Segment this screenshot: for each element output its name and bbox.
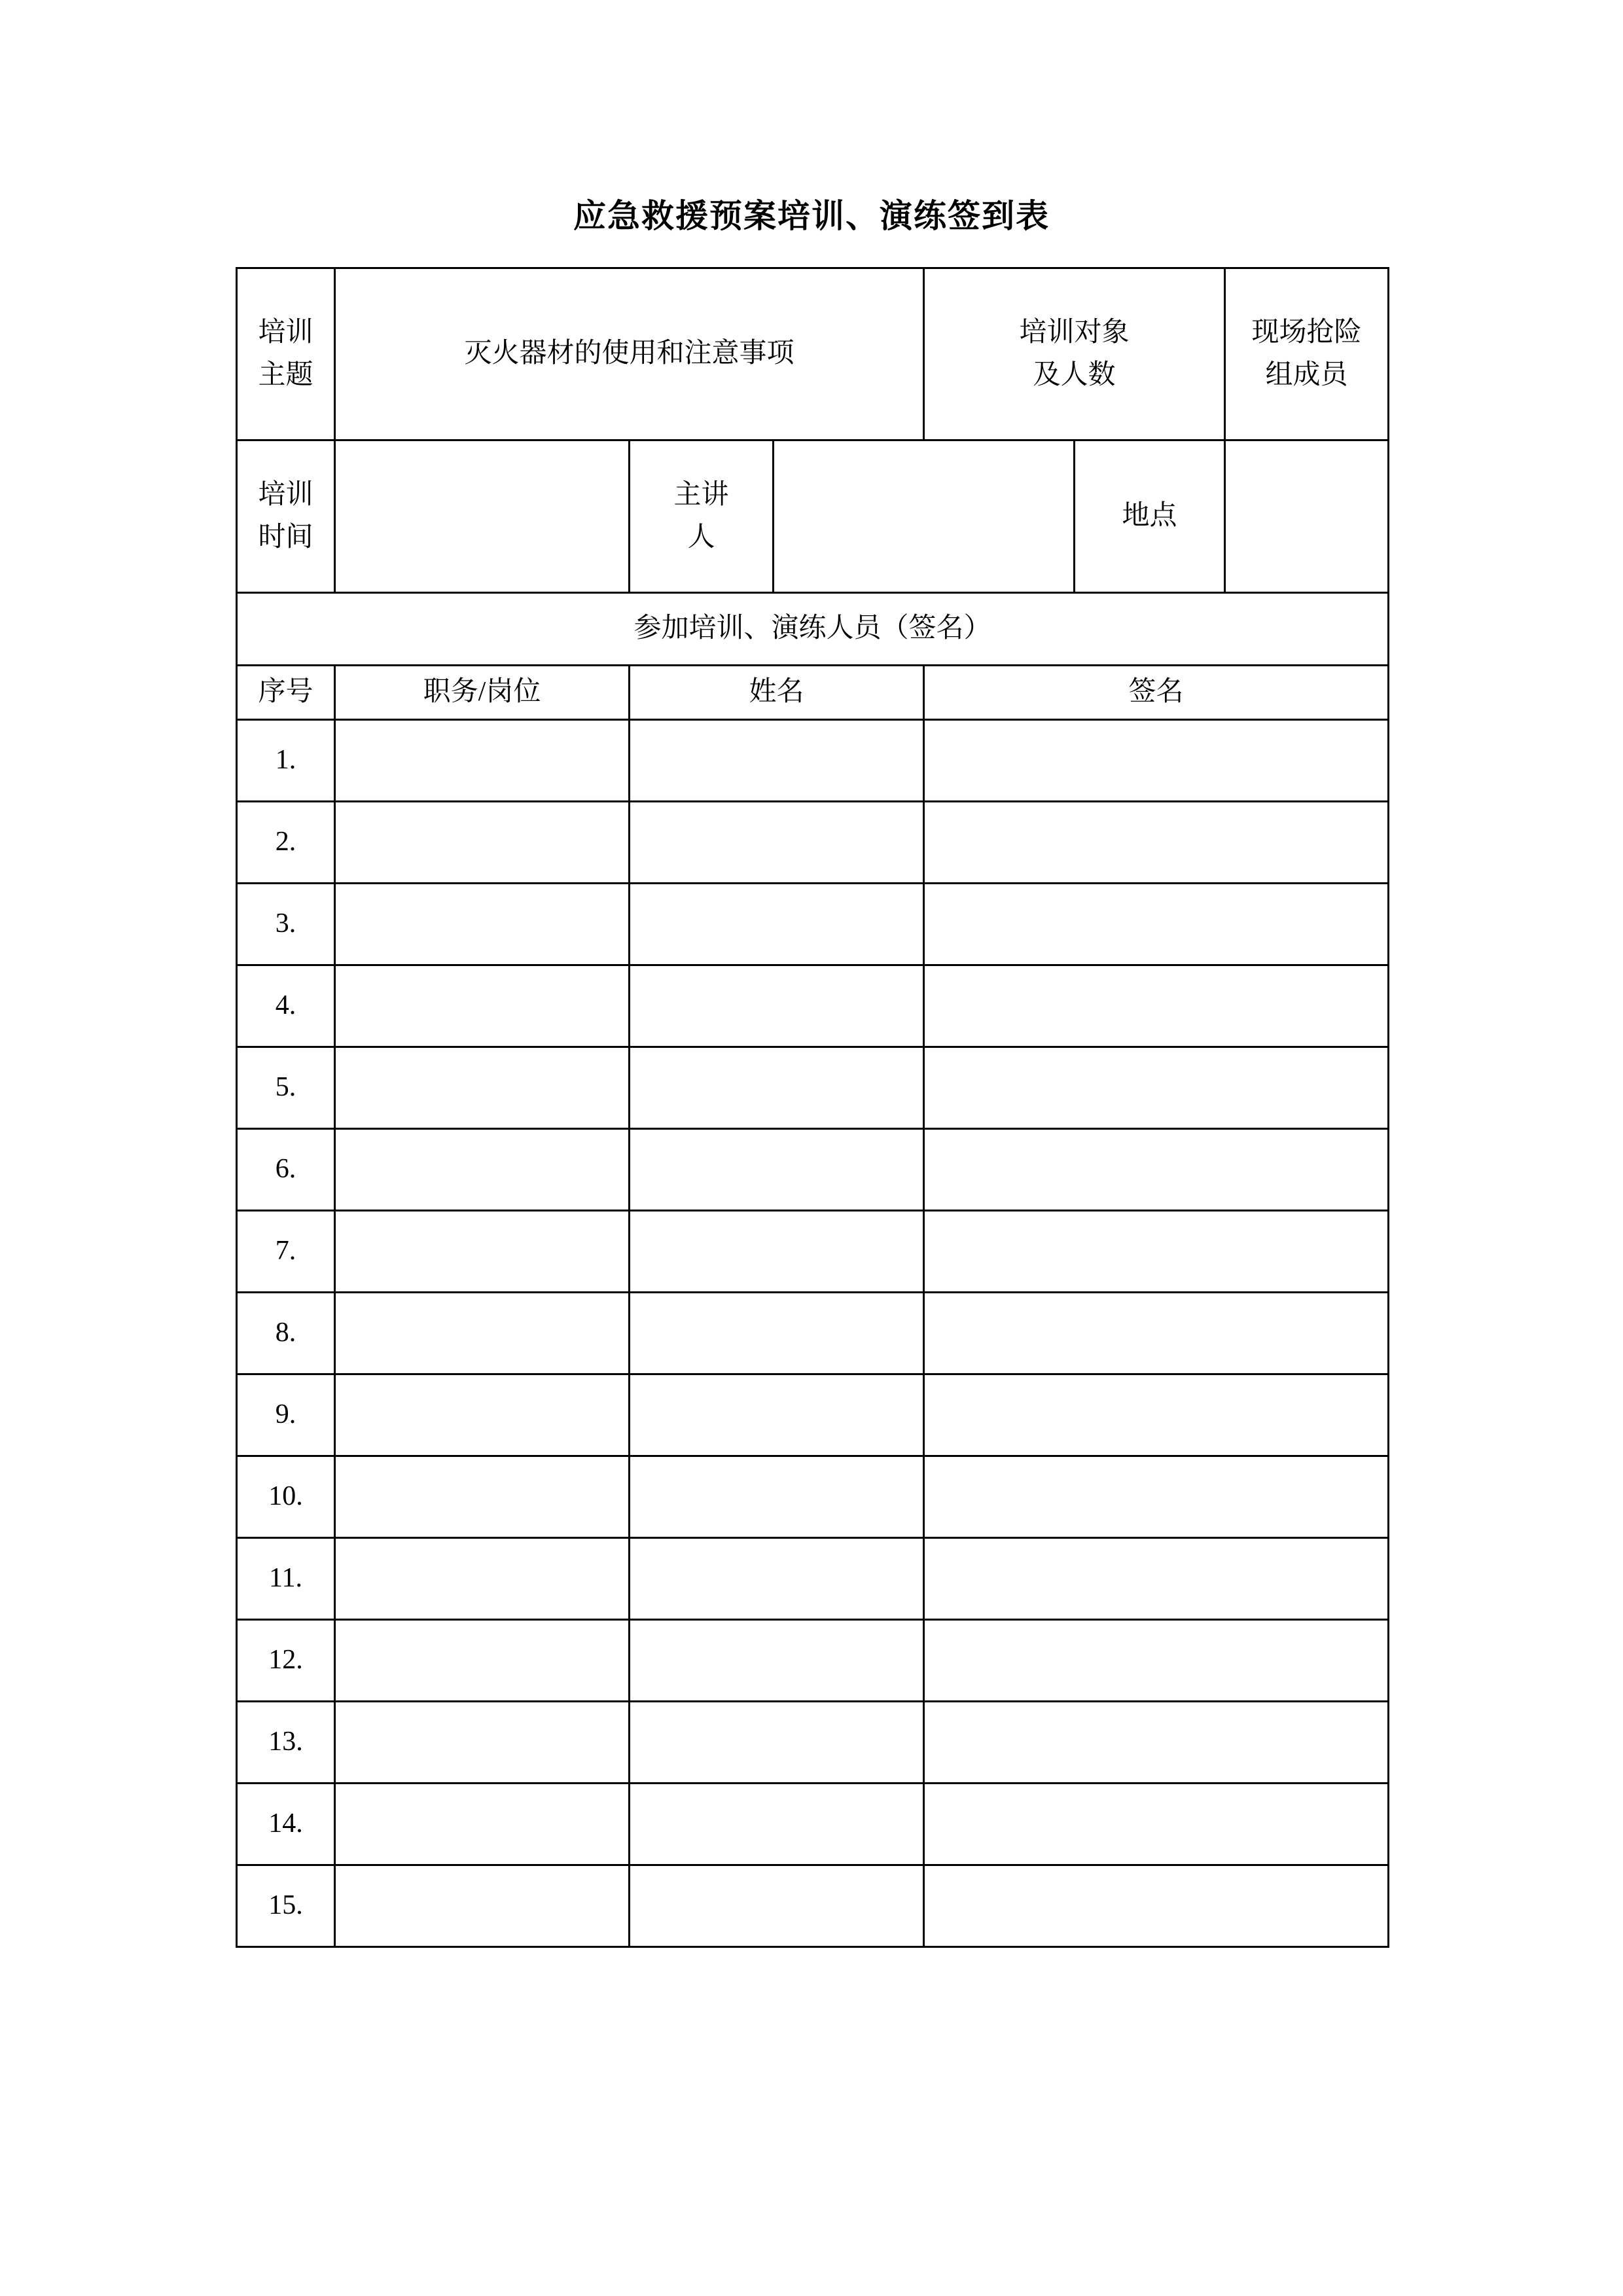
table-header-row [237, 666, 1389, 720]
row-position[interactable] [335, 1702, 630, 1784]
speaker-label-line2: 人 [687, 522, 715, 552]
column-header-name: 姓名 [630, 666, 924, 720]
row-index: 4. [237, 965, 335, 1047]
audience-label-line1: 培训对象 [1019, 317, 1130, 348]
topic-label-line2: 主题 [258, 360, 313, 390]
section-title: 参加培训、演练人员（签名） [237, 593, 1389, 666]
form-table [236, 267, 1389, 1948]
time-label-line1: 培训 [258, 479, 313, 510]
row-signature[interactable] [924, 1211, 1389, 1293]
row-index: 5. [237, 1047, 335, 1129]
row-name[interactable] [630, 720, 924, 802]
table-row [237, 884, 1389, 965]
audience-label-line2: 及人数 [1033, 360, 1116, 390]
column-header-position: 职务/岗位 [335, 666, 630, 720]
table-row [237, 1620, 1389, 1702]
row-position[interactable] [335, 1293, 630, 1374]
table-row [237, 1784, 1389, 1865]
row-index: 14. [237, 1784, 335, 1865]
row-index: 13. [237, 1702, 335, 1784]
row-name[interactable] [630, 1865, 924, 1947]
speaker-label [630, 440, 774, 593]
row-index: 15. [237, 1865, 335, 1947]
row-name[interactable] [630, 965, 924, 1047]
row-index: 7. [237, 1211, 335, 1293]
row-name[interactable] [630, 802, 924, 884]
column-header-index: 序号 [237, 666, 335, 720]
row-name[interactable] [630, 1293, 924, 1374]
audience-value[interactable] [1225, 268, 1389, 440]
speaker-value[interactable] [774, 440, 1075, 593]
audience-label [924, 268, 1225, 440]
row-position[interactable] [335, 1374, 630, 1456]
row-index: 6. [237, 1129, 335, 1211]
audience-value-line2: 组成员 [1265, 360, 1348, 390]
row-signature[interactable] [924, 1129, 1389, 1211]
row-position[interactable] [335, 802, 630, 884]
row-position[interactable] [335, 965, 630, 1047]
row-name[interactable] [630, 1456, 924, 1538]
topic-label-line1: 培训 [258, 317, 313, 348]
row-signature[interactable] [924, 1702, 1389, 1784]
row-index: 12. [237, 1620, 335, 1702]
row-signature[interactable] [924, 1784, 1389, 1865]
row-signature[interactable] [924, 720, 1389, 802]
row-position[interactable] [335, 1865, 630, 1947]
row-position[interactable] [335, 720, 630, 802]
table-row [237, 1047, 1389, 1129]
row-signature[interactable] [924, 1293, 1389, 1374]
row-signature[interactable] [924, 1538, 1389, 1620]
row-position[interactable] [335, 884, 630, 965]
column-header-signature: 签名 [924, 666, 1389, 720]
row-index: 11. [237, 1538, 335, 1620]
row-signature[interactable] [924, 1374, 1389, 1456]
row-name[interactable] [630, 884, 924, 965]
table-row [237, 802, 1389, 884]
time-value[interactable] [335, 440, 630, 593]
row-signature[interactable] [924, 1047, 1389, 1129]
table-row [237, 1293, 1389, 1374]
row-name[interactable] [630, 1538, 924, 1620]
table-row [237, 720, 1389, 802]
row-name[interactable] [630, 1129, 924, 1211]
row-position[interactable] [335, 1129, 630, 1211]
table-row [237, 1538, 1389, 1620]
table-row [237, 1865, 1389, 1947]
topic-value[interactable]: 灭火器材的使用和注意事项 [335, 268, 924, 440]
table-row-section [237, 593, 1389, 666]
row-index: 2. [237, 802, 335, 884]
row-name[interactable] [630, 1620, 924, 1702]
row-index: 8. [237, 1293, 335, 1374]
time-label [237, 440, 335, 593]
row-name[interactable] [630, 1211, 924, 1293]
row-position[interactable] [335, 1047, 630, 1129]
table-row [237, 1211, 1389, 1293]
table-row [237, 1456, 1389, 1538]
row-position[interactable] [335, 1456, 630, 1538]
row-signature[interactable] [924, 1620, 1389, 1702]
row-signature[interactable] [924, 1456, 1389, 1538]
speaker-label-line1: 主讲 [673, 479, 729, 510]
place-value[interactable] [1225, 440, 1389, 593]
row-position[interactable] [335, 1211, 630, 1293]
row-signature[interactable] [924, 884, 1389, 965]
row-position[interactable] [335, 1620, 630, 1702]
row-position[interactable] [335, 1538, 630, 1620]
row-position[interactable] [335, 1784, 630, 1865]
row-name[interactable] [630, 1784, 924, 1865]
row-name[interactable] [630, 1374, 924, 1456]
table-row [237, 1374, 1389, 1456]
page-title: 应急救援预案培训、演练签到表 [573, 198, 1050, 234]
table-row-topic [237, 268, 1389, 440]
row-index: 9. [237, 1374, 335, 1456]
topic-label [237, 268, 335, 440]
row-index: 3. [237, 884, 335, 965]
row-index: 1. [237, 720, 335, 802]
audience-value-line1: 现场抢险 [1251, 317, 1362, 348]
row-signature[interactable] [924, 802, 1389, 884]
place-label: 地点 [1075, 440, 1225, 593]
row-signature[interactable] [924, 1865, 1389, 1947]
row-name[interactable] [630, 1702, 924, 1784]
row-name[interactable] [630, 1047, 924, 1129]
table-row-time [237, 440, 1389, 593]
row-index: 10. [237, 1456, 335, 1538]
table-row [237, 1129, 1389, 1211]
table-row [237, 1702, 1389, 1784]
time-label-line2: 时间 [258, 522, 313, 552]
sign-in-form [236, 267, 1387, 1948]
row-signature[interactable] [924, 965, 1389, 1047]
table-row [237, 965, 1389, 1047]
